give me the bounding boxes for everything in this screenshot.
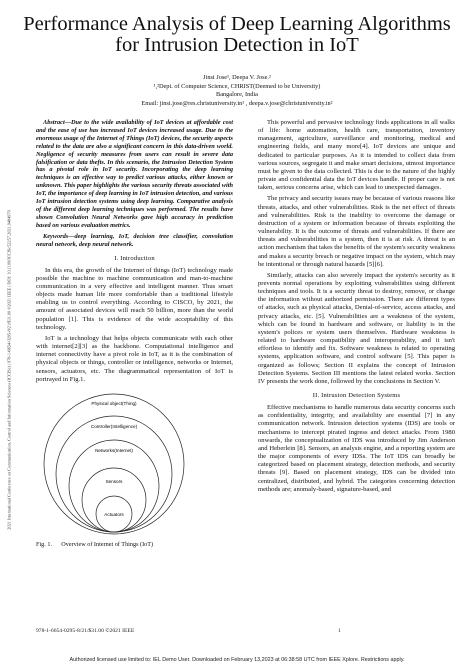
layer-ring-networks — [69, 440, 159, 532]
footer-isbn: 978-1-6654-0295-8/21/$31.00 ©2021 IEEE — [36, 628, 135, 634]
layer-label-controller: Controller(Intelligence) — [90, 423, 138, 429]
right-paragraph-3: Similarly, attacks can also severely impact the system's security as it prevents normal operations by exploiting vulnerabilities using different techniques and tools. It is a security threat to destroy, remove, or change the information without authorized permission. There are different types of attacks, such as physical attacks, Denial-of-service, access attacks, and privacy attacks, etc. [5]. Vulnerabilities are a weakness of the system, which can be found in hardware and software, or liability is in the system's polices or system users themselves. Hardware weakness is related to hardware compatibility and interoperability, and it isn't effortless to identify and fix. Software weakness is related to operating systems, application software, and control software [5]. This paper is organized as follows; Section II explains the concept of Intrusion Detection Systems. Section III mentions the latest related works. Section IV presents the work done, followed by the conclusions in Section V. — [258, 271, 455, 385]
author-emails: Email: jinsi.jose@res.christuniversity.in¹ , deepa.v.jose@christuniversity.in² — [141, 99, 333, 107]
layer-label-actuators: Actuators — [104, 511, 124, 517]
abstract: Abstract—Due to the wide availability of IoT devices at affordable cost and the ease of use has increased IoT devices increased usage. Due to the enormous usage of the Internet of Things (IoT) devices, the security aspects related to the data are also a significant concern in this data-driven world. Negligence of security measures from users can result in severe data falsification or data thefts. In this scenario, the Intrusion Detection System has a pivotal role in IoT security. Incorporating the deep learning techniques is an effective way to predict various attacks, either known or unknown. This paper highlights the various security threats associated with IoT, the importance of deep learning in IoT intrusion detection, and various IoT intrusion detection systems using deep learning. Comparative analysis of the different deep learning techniques was performed. The results have shown Convolution Neural Networks gave high accuracy in prediction based on various evaluation metrics. — [36, 119, 233, 229]
side-doi-strip — [3, 100, 15, 640]
iot-layers-diagram — [36, 388, 233, 538]
intro-paragraph-2: IoT is a technology that helps objects communicate with each other with internet[2][3] as the backbone. Computational intelligence and internet connectivity have a pivot role in IoT, as it is the combination of physical objects or things, controller or intelligence, networks or Internet, sensors, actuators, etc. The diagrammatical representation of IoT is portrayed in Fig.1. — [36, 334, 233, 383]
authorized-use-notice: Authorized licensed use limited to: IEL Demo User. Downloaded on February 13,2023 at 06:38:58 UTC from IEEE Xplore. Restrictions apply. — [69, 657, 405, 663]
right-column — [258, 119, 455, 497]
author-names: Jinsi Jose¹, Deepa V. Jose.² — [203, 74, 271, 81]
figure-caption-label: Fig. 1. — [36, 540, 52, 548]
section-heading-introduction: I. Introduction — [114, 254, 155, 262]
layer-label-sensors: Sensors — [105, 478, 123, 484]
figure-caption-text: Overview of Internet of Things (IoT) — [61, 540, 154, 548]
footer-page-number: 1 — [338, 628, 341, 634]
figure-caption — [36, 541, 233, 549]
side-doi-text: 2021 International Conference on Communication, Control and Information Sciences (ICCISc) | 978-1-6654-0295-8/21/$31.00 ©2021 IEEE | DOI: 10.1109/ICCISc52257.2021.9484979 — [6, 210, 12, 530]
ids-paragraph-1: Effective mechanisms to handle numerous data security concerns such as confidentiality, integrity, and availability are essential [7] in any communication network. Intrusion detection systems (IDS) are tools or mechanisms to intercept pirated ingress and detect attacks. From 1980 onwards, the conceptualization of IDS was introduced by Jim Anderson and Heberlein [8]. Sensors, an analysis engine, and a reporting system are the major components of every IDSs. The IoT IDS can broadly be categorized based on placement strategy, detection methods, and security threats [9]. Based on placement strategy, IDS can be divided into centralized, distributed, and hybrid. The categories concerning detection methods are; anomaly-based, signature-based, and — [258, 404, 455, 493]
layer-label-physical-object: Physical object(Thing) — [91, 400, 137, 406]
layer-label-networks: Networks(Internet) — [95, 447, 133, 453]
keywords: Keywords—deep learning, IoT, decision tree classifier, convolution neural network, deep neural network. — [36, 232, 233, 248]
intro-paragraph-1: In this era, the growth of the Internet of things (IoT) technology made possible the machine to machine communication and man-to-machine communication in a very effective and intelligent manner. Thus smart objects made human life more comfortable than a traditional lifestyle enabling us to control everything. According to CISCO, by 2021, the amount of associated devices will reach 50 billion, more than the world population [1]. This is evidence of the wide acceptability of this technology. — [36, 266, 233, 331]
section-heading-ids: II. Intrusion Detection Systems — [312, 392, 401, 399]
right-paragraph-2: The privacy and security issues may be because of various reasons like threats, attacks, and other vulnerabilities. Risk is the net effect of threats and vulnerabilities. Risk is the inability to overcome the damage or destruction of a system or information because of threats exploiting the vulnerability. It is the outcome of threats and vulnerabilities. If there are threats and vulnerabilities in a system, then it is at risk. A threat is an action mechanism that takes the benefits of the system's security weakness and makes a security breach or negative impact on the system, which may be intentional or through natural hazards [5][6]. — [258, 195, 455, 268]
author-location: Bangalore, India — [216, 91, 258, 99]
paper-title: Performance Analysis of Deep Learning Algorithms for Intrusion Detection in IoT — [23, 13, 451, 56]
figure-iot-overview — [36, 388, 233, 538]
left-column — [36, 119, 233, 549]
author-block — [60, 74, 414, 108]
layer-ring-sensors — [82, 468, 146, 532]
author-affiliation: ¹,²Dept. of Computer Science, CHRIST(Deemed to be University) — [153, 82, 321, 90]
right-paragraph-1: This powerful and pervasive technology finds applications in all walks of life: home automation, health care, transportation, inventory management, agriculture, surveillance and monitoring, medical and engineering fields, and many more[4]. IoT devices are unique and dedicated to particular purposes. As it is intended to collect data from various sources, segregate it and make smart decisions, utmost importance must be given to the data collected. This is due to the nature of the highly private and confidential data the IoT devices handle. If proper care is not taken, serious concerns arise, which can lead to unexpected damages. — [258, 119, 455, 192]
